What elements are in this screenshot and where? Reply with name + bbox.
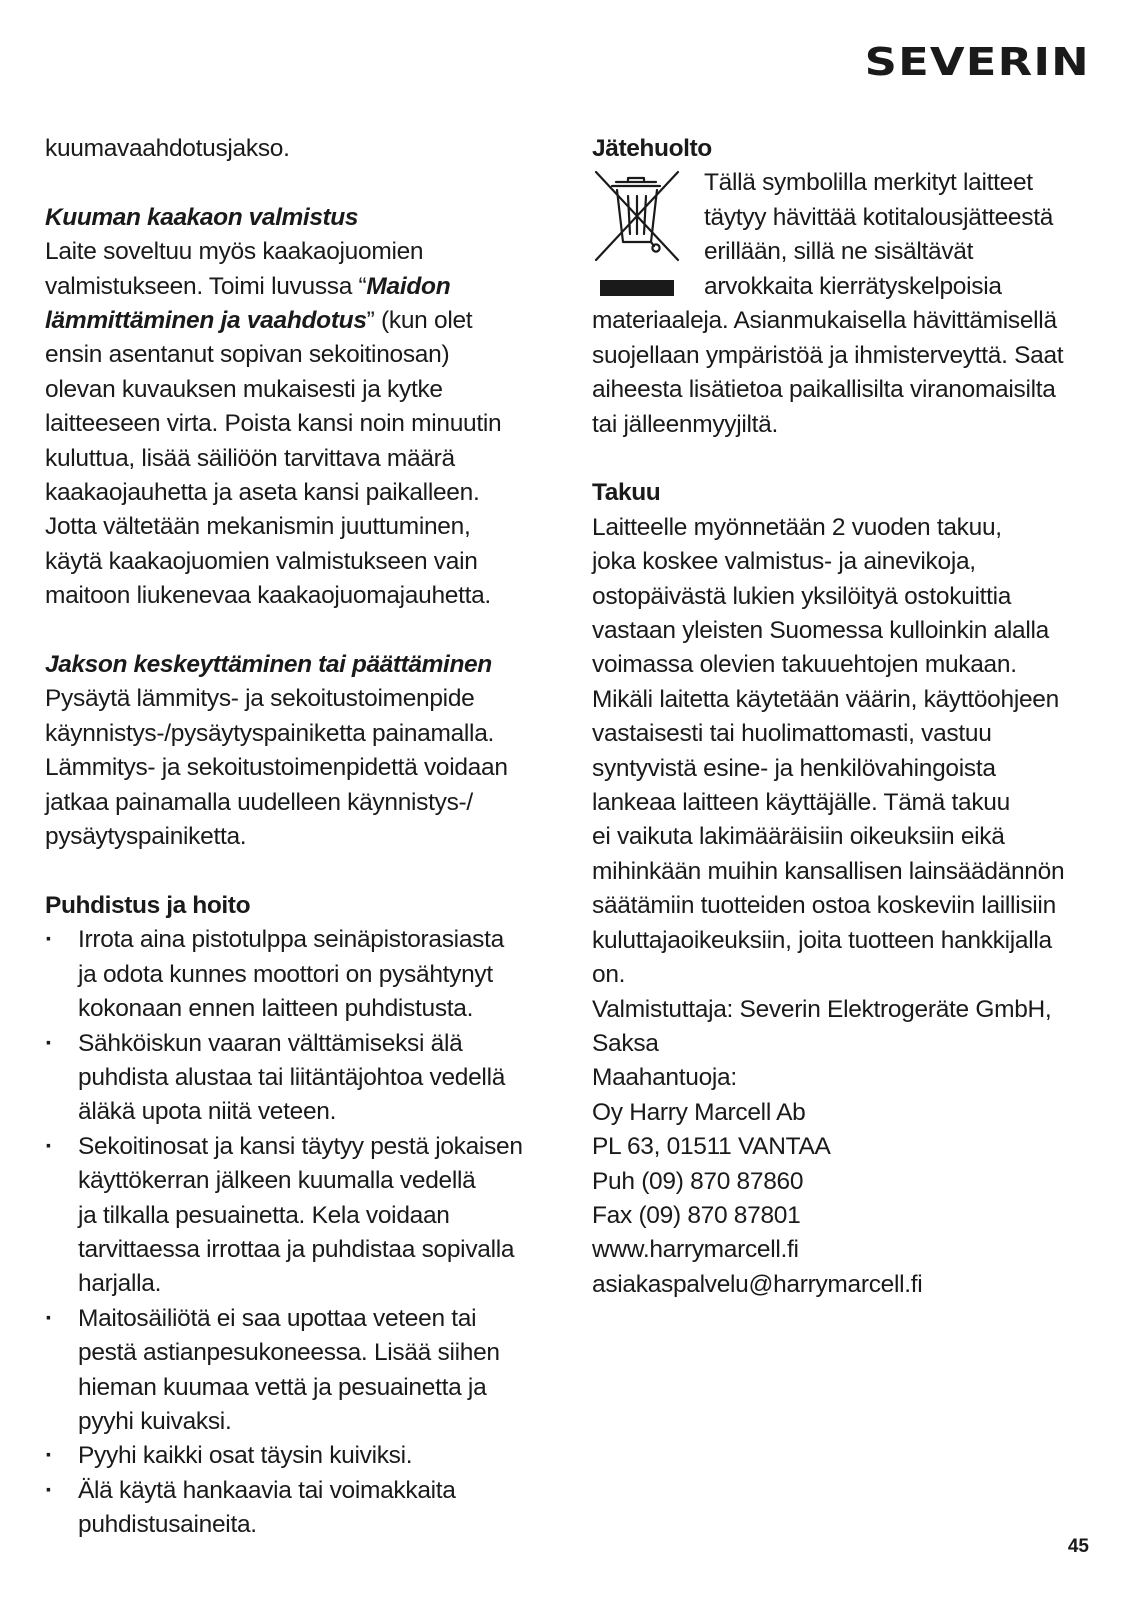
cleaning-bullet-item bbox=[45, 1439, 565, 1473]
warranty-text-line: Maahantuoja: bbox=[592, 1064, 737, 1092]
cleaning-bullet-line: hieman kuumaa vettä ja pesuainetta ja bbox=[78, 1373, 487, 1401]
interrupt-text bbox=[45, 682, 565, 854]
cleaning-bullet-line: kokonaan ennen laitteen puhdistusta. bbox=[78, 995, 474, 1023]
cleaning-bullet-line: · Älä käytä hankaavia tai voimakkaita bbox=[78, 1476, 456, 1504]
disposal-text-line: täytyy hävittää kotitalousjätteestä bbox=[704, 203, 1054, 231]
intro-line: kuumavaahdotusjakso. bbox=[45, 135, 290, 162]
warranty-text-line: vastaisesti tai huolimattomasti, vastuu bbox=[592, 720, 992, 748]
disposal-heading: Jätehuolto bbox=[592, 135, 712, 162]
warranty-text-line: Oy Harry Marcell Ab bbox=[592, 1098, 806, 1126]
interrupt-text-line: jatkaa painamalla uudelleen käynnistys-/ bbox=[45, 788, 473, 816]
cocoa-text-line: kuluttua, lisää säiliöön tarvittava määrä bbox=[45, 444, 455, 472]
page-number: 45 bbox=[1067, 1536, 1089, 1557]
cocoa-text-line: käytä kaakaojuomien valmistukseen vain bbox=[45, 547, 478, 575]
disposal-text-line: materiaaleja. Asianmukaisella hävittämisellä bbox=[592, 307, 1057, 335]
cleaning-bullet-line: · Irrota aina pistotulppa seinäpistorasiasta bbox=[78, 926, 504, 954]
warranty-text-line: syntyvistä esine- ja henkilövahingoista bbox=[592, 754, 996, 782]
cleaning-bullet-line: tarvittaessa irrottaa ja puhdistaa sopivalla bbox=[78, 1235, 515, 1263]
left-column bbox=[45, 132, 565, 1543]
warranty-text-line: PL 63, 01511 VANTAA bbox=[592, 1133, 831, 1161]
interrupt-text-line: pysäytyspainiketta. bbox=[45, 823, 247, 851]
cocoa-text-line: laitteeseen virta. Poista kansi noin minuutin bbox=[45, 410, 502, 438]
weee-crossed-bin-icon bbox=[592, 168, 682, 300]
interrupt-heading: Jakson keskeyttäminen tai päättäminen bbox=[45, 651, 492, 679]
cleaning-bullet-line: puhdista alustaa tai liitäntäjohtoa vedellä bbox=[78, 1063, 506, 1091]
cleaning-bullet-line: · Sekoitinosat ja kansi täytyy pestä jokaisen bbox=[78, 1132, 523, 1160]
cleaning-bullet-line: ja odota kunnes moottori on pysähtynyt bbox=[78, 960, 493, 988]
cocoa-text-rest bbox=[45, 338, 565, 613]
warranty-text bbox=[592, 511, 1102, 1302]
warranty-text-line: Fax (09) 870 87801 bbox=[592, 1201, 801, 1229]
warranty-text-line: Mikäli laitetta käytetään väärin, käyttöohjeen bbox=[592, 685, 1059, 713]
cleaning-bullet-line: harjalla. bbox=[78, 1270, 162, 1298]
disposal-icon-block bbox=[592, 166, 1102, 304]
warranty-text-line: on. bbox=[592, 961, 626, 989]
warranty-text-line: lankeaa laitteen käyttäjälle. Tämä takuu bbox=[592, 789, 1010, 817]
interrupt-text-line: Pysäytä lämmitys- ja sekoitustoimenpide bbox=[45, 685, 475, 713]
disposal-text-line: arvokkaita kierrätyskelpoisia bbox=[704, 272, 1002, 300]
warranty-text-line: Puh (09) 870 87860 bbox=[592, 1167, 804, 1195]
warranty-text-line: Valmistuttaja: Severin Elektrogeräte GmbH, bbox=[592, 995, 1052, 1023]
warranty-text-line: kuluttajaoikeuksiin, joita tuotteen hankkijalla bbox=[592, 926, 1052, 954]
warranty-text-line: mihinkään muihin kansallisen lainsäädännön bbox=[592, 857, 1065, 885]
cleaning-bullet-item bbox=[45, 1302, 565, 1440]
cocoa-text-line: kaakaojauhetta ja aseta kansi paikalleen. bbox=[45, 479, 480, 507]
cleaning-bullet-item bbox=[45, 1474, 565, 1543]
warranty-text-line: asiakaspalvelu@harrymarcell.fi bbox=[592, 1270, 923, 1298]
interrupt-text-line: käynnistys-/pysäytyspainiketta painamalla. bbox=[45, 719, 495, 747]
warranty-text-line: vastaan yleisten Suomessa kulloinkin alalla bbox=[592, 617, 1049, 645]
cocoa-text-line bbox=[45, 270, 565, 304]
warranty-text-line: joka koskee valmistus- ja ainevikoja, bbox=[592, 548, 976, 576]
warranty-text-line: ei vaikuta lakimääräisiin oikeuksiin eikä bbox=[592, 823, 1005, 851]
disposal-text-line: Tällä symbolilla merkityt laitteet bbox=[704, 169, 1033, 197]
cleaning-bullet-line: · Pyyhi kaikki osat täysin kuiviksi. bbox=[78, 1442, 413, 1470]
cleaning-bullet-item bbox=[45, 1027, 565, 1130]
warranty-heading: Takuu bbox=[592, 479, 661, 507]
cleaning-bullet-line: pyyhi kuivaksi. bbox=[78, 1407, 232, 1435]
disposal-text-line: suojellaan ympäristöä ja ihmisterveyttä. Saat bbox=[592, 341, 1064, 369]
cleaning-bullet-line: äläkä upota niitä veteen. bbox=[78, 1098, 337, 1126]
cocoa-text-line: Jotta vältetään mekanismin juuttuminen, bbox=[45, 513, 471, 541]
warranty-text-line: säätämiin tuotteiden ostoa koskeviin laillisiin bbox=[592, 892, 1056, 920]
warranty-text-line: ostopäivästä lukien yksilöityä ostokuittia bbox=[592, 582, 1012, 610]
cleaning-bullet-item bbox=[45, 1130, 565, 1302]
warranty-text-line: voimassa olevien takuuehtojen mukaan. bbox=[592, 651, 1017, 679]
cocoa-text-fragment: ” (kun olet bbox=[366, 307, 473, 335]
cocoa-text-line: ensin asentanut sopivan sekoitinosan) bbox=[45, 341, 450, 369]
disposal-text-beside-icon bbox=[704, 166, 1104, 304]
interrupt-text-line: Lämmitys- ja sekoitustoimenpidettä voidaan bbox=[45, 754, 508, 782]
cocoa-heading: Kuuman kaakaon valmistus bbox=[45, 203, 359, 231]
cocoa-reference-bold: lämmittäminen ja vaahdotus bbox=[45, 307, 367, 335]
right-column bbox=[592, 132, 1102, 1302]
cleaning-bullet-line: ja tilkalla pesuainetta. Kela voidaan bbox=[78, 1201, 450, 1229]
disposal-text-line: tai jälleenmyyjiltä. bbox=[592, 410, 778, 438]
disposal-text-line: aiheesta lisätietoa paikallisilta viranomaisilta bbox=[592, 376, 1056, 404]
cocoa-text-line: Laite soveltuu myös kaakaojuomien bbox=[45, 238, 424, 266]
cleaning-bullet-list bbox=[45, 923, 565, 1542]
severin-logo: SEVERIN bbox=[864, 40, 1090, 84]
cocoa-text-line: olevan kuvauksen mukaisesti ja kytke bbox=[45, 375, 443, 403]
disposal-text-line: erillään, sillä ne sisältävät bbox=[704, 238, 974, 266]
cleaning-bullet-line: · Sähköiskun vaaran välttämiseksi älä bbox=[78, 1029, 463, 1057]
cleaning-bullet-line: puhdistusaineita. bbox=[78, 1511, 257, 1539]
cleaning-bullet-line: · Maitosäiliötä ei saa upottaa veteen tai bbox=[78, 1304, 477, 1332]
warranty-text-line: Laitteelle myönnetään 2 vuoden takuu, bbox=[592, 513, 1002, 541]
cocoa-text-line: maitoon liukenevaa kaakaojuomajauhetta. bbox=[45, 582, 491, 610]
cleaning-bullet-line: käyttökerran jälkeen kuumalla vedellä bbox=[78, 1167, 476, 1195]
disposal-text-after bbox=[592, 304, 1102, 442]
warranty-text-line: www.harrymarcell.fi bbox=[592, 1236, 799, 1264]
warranty-text-line: Saksa bbox=[592, 1029, 659, 1057]
cocoa-reference-bold: Maidon bbox=[366, 272, 451, 300]
cocoa-text-fragment: valmistukseen. Toimi luvussa “ bbox=[45, 272, 367, 300]
cleaning-heading: Puhdistus ja hoito bbox=[45, 891, 251, 919]
cleaning-bullet-line: pestä astianpesukoneessa. Lisää siihen bbox=[78, 1339, 500, 1367]
cocoa-text-line bbox=[45, 304, 565, 338]
cleaning-bullet-item bbox=[45, 923, 565, 1026]
